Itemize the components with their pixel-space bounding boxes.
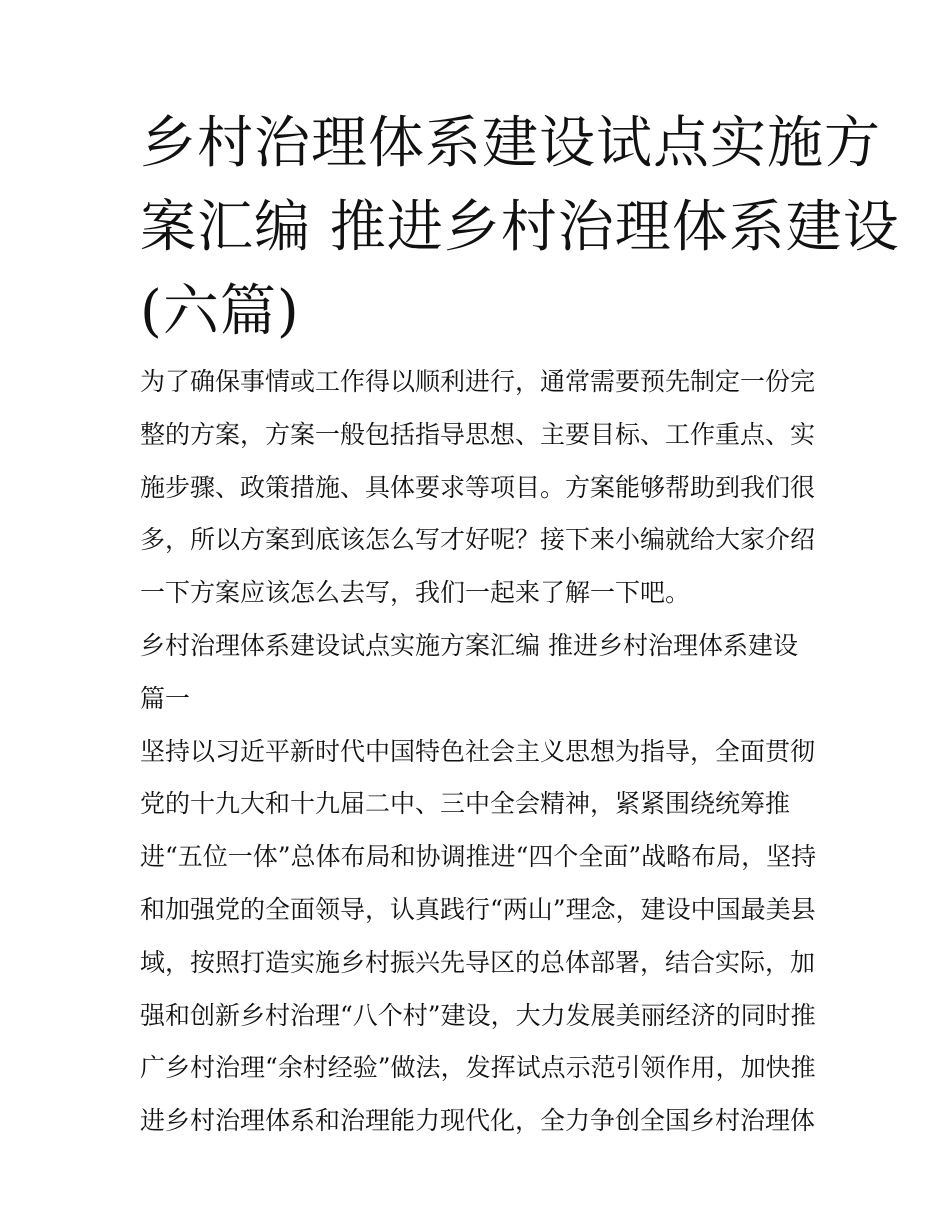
section-heading-line: 篇一 [140,683,191,713]
section-line: 进乡村治理体系和治理能力现代化，全力争创全国乡村治理体 [140,1106,816,1136]
section-heading [140,620,830,726]
intro-line: 为了确保事情或工作得以顺利进行，通常需要预先制定一份完 [140,367,816,396]
section-line: 强和创新乡村治理“八个村”建设，大力发展美丽经济的同时推 [140,1000,816,1030]
title-line: 乡村治理体系建设试点实施方 [140,111,881,176]
section-line: 广乡村治理“余村经验”做法，发挥试点示范引领作用，加快推 [140,1053,816,1083]
title-line: 案汇编 推进乡村治理体系建设 [140,195,900,260]
intro-line: 整的方案，方案一般包括指导思想、主要目标、工作重点、实 [140,419,816,449]
intro-line: 施步骤、政策措施、具体要求等项目。方案能够帮助到我们很 [140,472,816,502]
intro-line: 多，所以方案到底该怎么写才好呢？接下来小编就给大家介绍 [140,525,816,555]
section-heading-line: 乡村治理体系建设试点实施方案汇编 推进乡村治理体系建设 [140,630,798,660]
section-paragraph [140,726,830,1148]
section-line: 域，按照打造实施乡村振兴先导区的总体部署，结合实际，加 [140,947,816,977]
title-line: (六篇) [140,279,300,344]
section-line: 党的十九大和十九届二中、三中全会精神，紧紧围绕统筹推 [140,789,791,819]
intro-line: 一下方案应该怎么去写，我们一起来了解一下吧。 [140,578,691,608]
document-title [140,112,900,364]
section-line: 坚持以习近平新时代中国特色社会主义思想为指导，全面贯彻 [140,736,816,766]
section-line: 和加强党的全面领导，认真践行“两山”理念，建设中国最美县 [140,894,816,924]
document-body [140,356,830,1148]
section-line: 进“五位一体”总体布局和协调推进“四个全面”战略布局，坚持 [140,842,817,872]
intro-paragraph [140,356,830,620]
